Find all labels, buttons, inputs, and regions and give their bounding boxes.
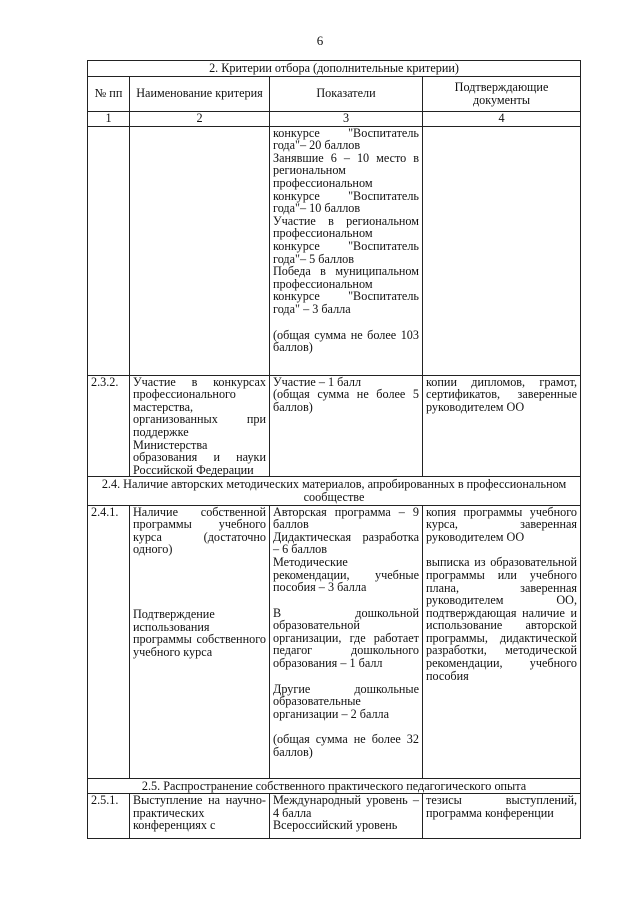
documents-text: копии дипломов, грамот, сертификатов, заверенные руководителем ОО: [423, 375, 581, 477]
header-criterion: Наименование критерия: [130, 76, 270, 111]
criterion-text: Участие в конкурсах профессионального мастерства, организованных при поддержке Министерства образования и науки Российской Федерации: [130, 375, 270, 477]
section-2-5-row: [88, 778, 581, 794]
documents-text: тезисы выступлений, программа конференции: [423, 794, 581, 839]
header-indicators: Показатели: [270, 76, 423, 111]
section-title: 2. Критерии отбора (дополнительные критерии): [88, 61, 581, 77]
indicator-total: (общая сумма не более 5 баллов): [273, 387, 419, 414]
section-2-5-title: 2.5. Распространение собственного практического педагогического опыта: [88, 778, 581, 794]
criterion-text: Наличие собственной программы учебного курса (достаточно одного): [133, 504, 266, 557]
section-2-4-title: 2.4. Наличие авторских методических материалов, апробированных в профессиональном сообществе: [88, 477, 581, 505]
cell-indicators: [270, 505, 423, 778]
cell-num: [88, 126, 130, 375]
documents-text: копия программы учебного курса, заверенная руководителем ОО: [426, 504, 578, 544]
criteria-table: [87, 60, 581, 839]
indicator-line: Занявшие 6 – 10 место в региональном профессиональном конкурсе "Воспитатель года"– 10 баллов: [273, 150, 419, 216]
indicator-line: Участие в региональном профессиональном конкурсе "Воспитатель года"– 5 баллов: [273, 213, 419, 266]
cell-criterion: [130, 505, 270, 778]
cell-documents: [423, 126, 581, 375]
indicator-line: В дошкольной образовательной организации, где работает педагог дошкольного образования – 1 балл: [273, 605, 419, 671]
page-number: 6: [316, 33, 324, 48]
indicator-line: Победа в муниципальном профессиональном конкурсе "Воспитатель года" – 3 балла: [273, 264, 419, 316]
indicator-total: (общая сумма не более 103 баллов): [273, 327, 419, 355]
col-number-1: 1: [88, 111, 130, 126]
indicator-line: Всероссийский уровень: [273, 818, 398, 833]
cell-criterion: [130, 126, 270, 375]
col-number-4: 4: [423, 111, 581, 126]
criterion-text: Выступление на научно-практических конференциях с: [130, 794, 270, 839]
column-number-row: [88, 111, 581, 126]
indicator-total: (общая сумма не более 32 баллов): [273, 732, 419, 760]
row-number: 2.3.2.: [88, 375, 130, 477]
indicator-line: Дидактическая разработка – 6 баллов: [273, 529, 419, 557]
table-row-2-3-2: [88, 375, 581, 477]
row-number: 2.4.1.: [88, 505, 130, 778]
row-number: 2.5.1.: [88, 794, 130, 839]
table-row-continued: [88, 126, 581, 375]
cell-documents: [423, 505, 581, 778]
header-num: № пп: [88, 76, 130, 111]
cell-indicators: [270, 375, 423, 477]
cell-indicators: [270, 126, 423, 375]
cell-indicators: [270, 794, 423, 839]
table-row-2-4-1: [88, 505, 581, 778]
indicator-line: Другие дошкольные образовательные организации – 2 балла: [273, 681, 419, 721]
indicator-line: Методические рекомендации, учебные пособия – 3 балла: [273, 554, 419, 595]
col-number-2: 2: [130, 111, 270, 126]
documents-text: выписка из образовательной программы или учебного плана, заверенная руководителем ОО, подтверждающая наличие и использование авторской программы, дидактической разработки, методической рекомендации, учебного пособия: [426, 555, 578, 683]
indicator-line: Авторская программа – 9 баллов: [273, 504, 419, 532]
header-documents: Подтверждающие документы: [423, 76, 581, 111]
section-title-row: [88, 61, 581, 77]
col-number-3: 3: [270, 111, 423, 126]
table-row-2-5-1: [88, 794, 581, 839]
section-2-4-row: [88, 477, 581, 505]
indicator-line: Участие – 1 балл: [273, 374, 362, 389]
header-row: [88, 76, 581, 111]
indicator-line: конкурсе "Воспитатель года"– 20 баллов: [273, 125, 419, 153]
criterion-text: Подтверждение использования программы собственного учебного курса: [133, 606, 266, 659]
indicator-line: Международный уровень – 4 балла: [273, 793, 419, 820]
